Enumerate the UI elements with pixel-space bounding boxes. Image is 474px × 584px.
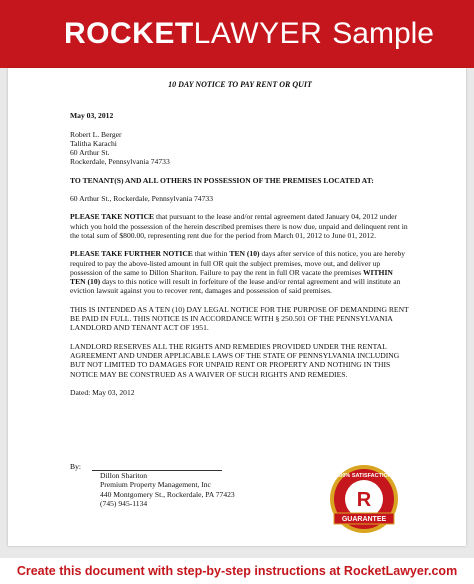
signer-line: Premium Property Management, Inc: [100, 480, 211, 490]
by-label: By:: [70, 462, 81, 471]
paragraph-further-notice: [70, 249, 410, 295]
brand-lawyer: LAWYER: [193, 17, 323, 50]
sample-label: Sample: [332, 17, 434, 50]
signer-line: 440 Montgomery St., Rockerdale, PA 77423: [100, 489, 235, 499]
recipient-address: [70, 130, 410, 167]
further-text-a: that within: [192, 249, 230, 259]
seal-letter: R: [356, 489, 372, 511]
seal-top-text: 100% SATISFACTION: [336, 473, 392, 479]
guarantee-seal-icon: [328, 463, 400, 535]
document-page: [8, 68, 466, 546]
recipient-line: 60 Arthur St.: [70, 148, 110, 158]
recipient-line: Robert L. Berger: [70, 129, 122, 139]
notice-text: that pursuant to the lease and/or rental agreement dated January 04, 2012 under which you hold the possession of the herein described premises there is now due, unpaid and delinquent rent in the total sum of $800.00, representing rent due for the period from March 01, 2012 to June 01, 2012.: [70, 212, 408, 240]
further-text-b: days after service of this notice, you are hereby required to pay the above-listed amount in full OR quit the subject premises, move out, and deliver up possession of the same to Dillon Shariton. Failure to pay the rent in full OR vacate the premises: [70, 249, 406, 277]
brand-banner: [0, 0, 474, 68]
dated-line: Dated: May 03, 2012: [70, 387, 135, 397]
further-bold-b: TEN (10): [229, 249, 260, 259]
footer-cta-link[interactable]: Create this document with step-by-step instructions at RocketLawyer.com: [0, 558, 474, 584]
brand-rocket: ROCKET: [64, 17, 194, 50]
recipient-line: Talitha Karachi: [70, 138, 117, 148]
premises-address: 60 Arthur St., Rockerdale, Pennsylvania 74733: [70, 194, 213, 204]
further-text-c: days to this notice will result in forfeiture of the lease and/or rental agreement and will institute an eviction lawsuit against you to recover rent, damages and possession of said premises.: [70, 277, 401, 296]
to-heading: TO TENANT(S) AND ALL OTHERS IN POSSESSION OF THE PREMISES LOCATED AT:: [70, 175, 374, 185]
document-body: [70, 80, 410, 397]
notice-lead: PLEASE TAKE NOTICE: [70, 212, 155, 222]
notice-date: May 03, 2012: [70, 111, 114, 121]
signer-line: Dillon Shariton: [100, 471, 148, 480]
signer-block: [100, 471, 235, 508]
paragraph-landlord-rights: LANDLORD RESERVES ALL THE RIGHTS AND REMEDIES PROVIDED UNDER THE RENTAL AGREEMENT AND UNDER APPLICABLE LAWS OF THE STATE OF PENNSYLVANIA INCLUDING BUT NOT LIMITED TO DAMAGES FOR UNPAID RENT OR PROPERTY AND NOTHING IN THIS NOTICE MAY BE CONSTRUED AS A WAIVER OF SUCH RIGHTS AND REMEDIES.: [70, 341, 400, 379]
recipient-line: Rockerdale, Pennsylvania 74733: [70, 157, 170, 167]
document-title: 10 DAY NOTICE TO PAY RENT OR QUIT: [168, 80, 312, 89]
paragraph-legal-notice: THIS IS INTENDED AS A TEN (10) DAY LEGAL NOTICE FOR THE PURPOSE OF DEMANDING RENT BE PAID IN FULL. THIS NOTICE IS IN ACCORDANCE WITH § 250.501 OF THE PENNSYLVANIA LANDLORD AND TENANT ACT OF 1951.: [70, 304, 409, 333]
signer-line: (745) 945-1134: [100, 498, 148, 508]
further-bold-c: WITHIN TEN (10): [70, 267, 393, 287]
seal-bottom-text: GUARANTEE: [341, 516, 387, 523]
further-notice-lead: PLEASE TAKE FURTHER NOTICE: [70, 249, 193, 259]
paragraph-notice: [70, 212, 410, 240]
